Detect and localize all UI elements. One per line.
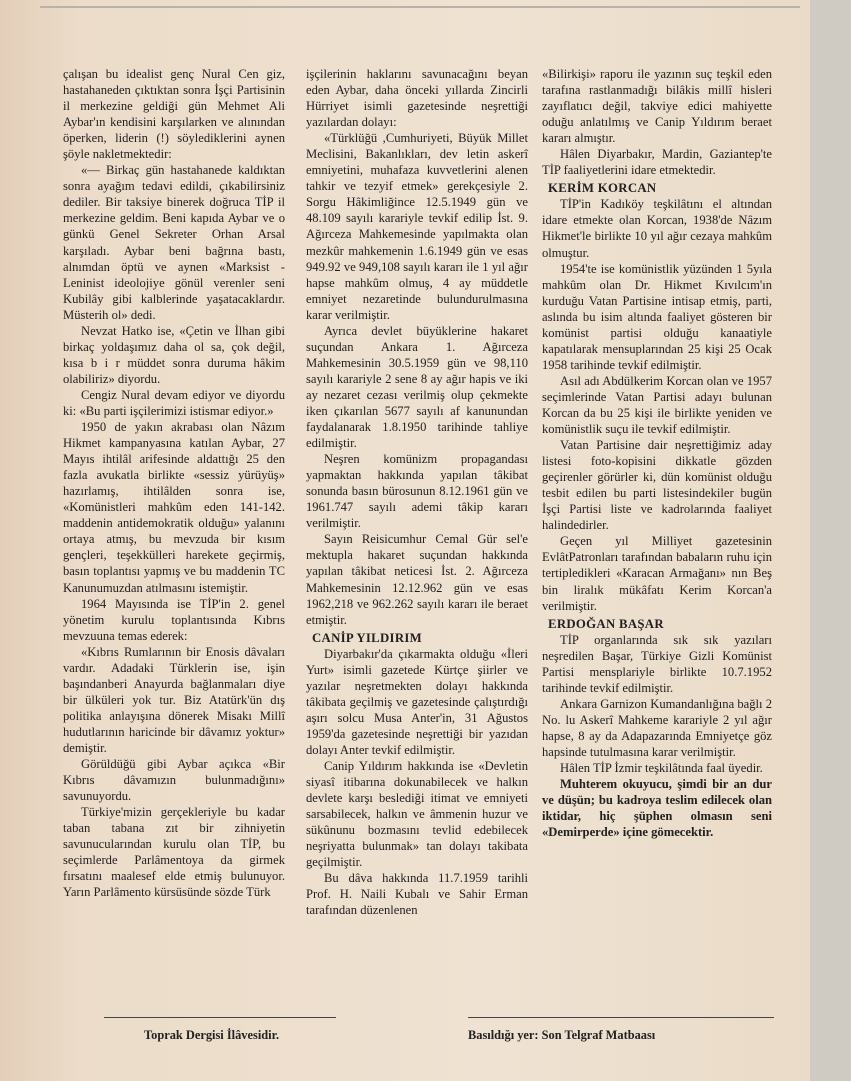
paragraph: «Kıbrıs Rumlarının bir Enosis dâvaları vardır. Adadaki Türklerin ise, işin başındanberi Anayurda bağlanmaları diye bir ülküleri yok tur. Biz Atatürk'ün dış politika anlayışına dönerek Misakı Millî hudutlarının haricinde bir dâvamız yoktur» demiştir.: [63, 644, 285, 755]
paragraph: Nevzat Hatko ise, «Çetin ve İlhan gibi birkaç yoldaşımız daha ol sa, çok değil, kısa b i r müddet sonra duruma hâkim olabiliriz» diyordu.: [63, 323, 285, 386]
footer-printer: Basıldığı yer: Son Telgraf Matbaası: [468, 1028, 656, 1042]
paragraph: TİP'in Kadıköy teşkilâtını el altından idare etmekte olan Korcan, 1938'de Nâzım Hikmet'le birlikte 10 yıl ağır cezaya mahkûm olmuştur.: [542, 197, 772, 260]
footer-rule-right: [468, 1017, 774, 1018]
paragraph: Canip Yıldırım hakkında ise «Devletin siyasî itibarına dokunabilecek ve halkın devlete karşı beslediği itimat ve emniyeti sarsabilecek, halkın ve âmmenin huzur ve sükûnunu bozmasını tevlid edebilecek neşriyatta bulunmak» tan dolayı takibata geçilmiştir.: [306, 759, 528, 870]
page-edge: [810, 0, 851, 1081]
paragraph: Hâlen Diyarbakır, Mardin, Gaziantep'te TİP faaliyetlerini idare etmektedir.: [542, 147, 772, 178]
footer-source: Toprak Dergisi İlâvesidir.: [144, 1028, 280, 1042]
top-rule: [40, 6, 800, 8]
section-heading-canip: CANİP YILDIRIM: [312, 630, 423, 645]
paragraph: Geçen yıl Milliyet gazetesinin EvlâtPatronları tarafından babaların ruhu için tertipledikleri «Karacan Armağanı» nın Beş bin liralık mükâfatı Kerim Korcan'a verilmiştir.: [542, 534, 772, 613]
paragraph: Görüldüğü gibi Aybar açıkca «Bir Kıbrıs dâvamızın bulunmadığını» savunuyordu.: [63, 757, 285, 804]
paragraph: Hâlen TİP İzmir teşkilâtında faal üyedir.: [560, 761, 763, 776]
paragraph: Vatan Partisine dair neşrettiğimiz aday listesi foto-kopisini dikkatle gözden geçirenler görürler ki, dün komünist olduğu tesbit edilen bu parti listesindekiler bugün İşçi Partisi liste ve kadrolarında faaliyet halindedirler.: [542, 438, 772, 533]
paragraph: Bu dâva hakkında 11.7.1959 tarihli Prof. H. Naili Kubalı ve Sahir Erman tarafından düzenlenen: [306, 871, 528, 918]
footer-rule-left: [104, 1017, 336, 1018]
column-2: [306, 66, 528, 918]
section-heading-korcan: KERİM KORCAN: [548, 181, 657, 196]
paragraph: Türkiye'mizin gerçekleriyle bu kadar taban tabana zıt bir zihniyetin savunucularından kurulu olan TİP, bu seçimlerde Parlâmentoya da girmek fırsatını maalesef elde etmiş bulunuyor. Yarın Parlâmento kürsüsünde sözde Türk: [63, 805, 285, 900]
paragraph: işçilerinin haklarını savunacağını beyan eden Aybar, daha önceki yıllarda Zincirli Hürriyet isimli gazetesinde neşrettiği yazılardan dolayı:: [306, 67, 528, 130]
paragraph: TİP organlarında sık sık yazıları neşredilen Başar, Türkiye Gizli Komünist Partisi mensplariyle birlikte 10.7.1952 tarihinde tevkif edilmiştir.: [542, 632, 772, 695]
paragraph: Ankara Garnizon Kumandanlığına bağlı 2 No. lu Askerî Mahkeme karariyle 2 yıl ağır hapse, 8 ay da Adapazarında Emniyetçe göz hapsinde tutulmasına karar verilmiştir.: [542, 696, 772, 759]
closing-paragraph: Muhterem okuyucu, şimdi bir an dur ve düşün; bu kadroya teslim edilecek olan iktidar, hiç şüphen olmasın seni «Demirperde» içine gömecektir.: [542, 777, 772, 840]
paragraph: çalışan bu idealist genç Nural Cen giz, hastahaneden çıktıktan sonra İşçi Partisinin il merkezine geldiği gün Mehmet Ali Aybar'ın kendisini karşılarken ve alınından öperken, liderin (!) söylediklerini aynen şöyle nakletmektedir:: [63, 67, 285, 162]
paragraph: 1950 de yakın akrabası olan Nâzım Hikmet kampanyasına katılan Aybar, 27 Mayıs ihtilâl arifesinde aldattığı 25 den fazla avukatla birlikte «sessiz yürüyüş» hazırlamış, ihtilâlden sonra ise, «Komünistleri mahkûm eden 141-142. maddenin antidemokratik olduğu» yalanını ortaya atmış, bu mevzuda bir kısım gençleri, teşekkülleri harekete geçirmiş, basın toplantısı yapmış ve bu maddenin TC Kanunumuzdan atılmasını istemiştir.: [63, 420, 285, 595]
paragraph: Ayrıca devlet büyüklerine hakaret suçundan Ankara 1. Ağırceza Mahkemesinin 30.5.1959 gün ve 98,110 sayılı karariyle 2 sene 8 ay ağır hapis ve iki ay nezaret cezası verilmiş olup çekmekte iken çıkarılan 5677 sayılı af kanunundan faydalanarak 1.8.1950 tarihinde tahliye edilmiştir.: [306, 323, 528, 451]
section-heading-basar: ERDOĞAN BAŞAR: [548, 616, 664, 631]
column-3: [542, 66, 772, 840]
paragraph: 1964 Mayısında ise TİP'in 2. genel yönetim kurulu toplantısında Kıbrıs mevzuuna temas ederek:: [63, 596, 285, 643]
column-1: [63, 66, 285, 900]
paragraph: Diyarbakır'da çıkarmakta olduğu «İleri Yurt» isimli gazetede Kürtçe şiirler ve yazılar neşretmekten dolayı hakkında tâkibata geçilmiş ve gazetesinde çalıştırdığı aşırı solcu Musa Anter'in, 31 Ağustos 1959'da gazetesinde neşrettiği bir yazıdan dolayı Anter tevkif edilmiştir.: [306, 646, 528, 757]
paragraph: «— Birkaç gün hastahanede kaldıktan sonra ayağım tedavi edildi, çıkabilirsiniz dediler. Bir taksiye binerek doğruca TİP il merkezine geldim. Beni kapıda Aybar ve o günkü Genel Sekreter Orhan Arsal karşıladı. Aybar beni bağrına bastı, alnımdan öptü ve aynen «Marksist - Leninist ideolojiye gönül verenler seni Kubilây gibi kalblerinde yaşatacaklardır. Müsterih ol» dedi.: [63, 163, 285, 322]
paragraph: Sayın Reisicumhur Cemal Gür sel'e mektupla hakaret suçundan hakkında yapılan tâkibat neticesi İst. 2. Ağırceza Mahkemesinin 12.12.962 gün ve esas 1962,218 ve 962.262 sayılı kararı ile beraet etmiştir.: [306, 532, 528, 627]
paragraph: Asıl adı Abdülkerim Korcan olan ve 1957 seçimlerinde Vatan Partisi adayı bulunan Korcan da bu 25 kişi ile birlikte yeniden ve komünistlik suçu ile tevkif edilmiştir.: [542, 373, 772, 437]
paragraph: Neşren komünizm propagandası yapmaktan hakkında yapılan tâkibat sonunda basın bürosunun 8.12.1961 gün ve 1961.747 sayılı ademi tâkip kararı verilmiştir.: [306, 452, 528, 531]
paragraph: Cengiz Nural devam ediyor ve diyordu ki: «Bu parti işçilerimizi istismar ediyor.»: [63, 387, 285, 418]
paragraph: «Türklüğü ,Cumhuriyeti, Büyük Millet Meclisini, Bakanlıkları, dev letin askerî emniyetini, muhafaza kuvvetlerini alenen tahkir ve tezyif etmek» gerekçesiyle 2. Sorgu Hâkimliğince 12.5.1949 gün ve 48.109 sayılı karariyle tevkif edilip İst. 9. Ağırceza Mahkemesinde yapılmakta olan mezkûr mahkemenin 1.6.1949 gün ve esas 949.92 ve 949,108 sayılı kararı ile 1 yıl ağır hapse mahkûm olmuş, 4 ay müddetle emniyet nezaretinde bulundurulmasına karar verilmiştir.: [306, 131, 528, 322]
paragraph: «Bilirkişi» raporu ile yazının suç teşkil eden tarafına rastlanmadığı bilâkis millî hisleri zayıflatıcı değil, takviye edici mahiyette oduğu anlatılmış ve Canip Yıldırım beraet kararı almıştır.: [542, 67, 772, 146]
paragraph: 1954'te ise komünistlik yüzünden 1 5yıla mahkûm olan Dr. Hikmet Kıvılcım'ın kurduğu Vatan Partisine intisap etmiş, parti, aslında bu isim altında faaliyet gösteren bir komünist partisi olduğu kanaatiyle kapatılarak mensuplarından 25 kişi 25 Ocak 1958 tarihinde tevkif edilmiştir.: [542, 261, 772, 372]
